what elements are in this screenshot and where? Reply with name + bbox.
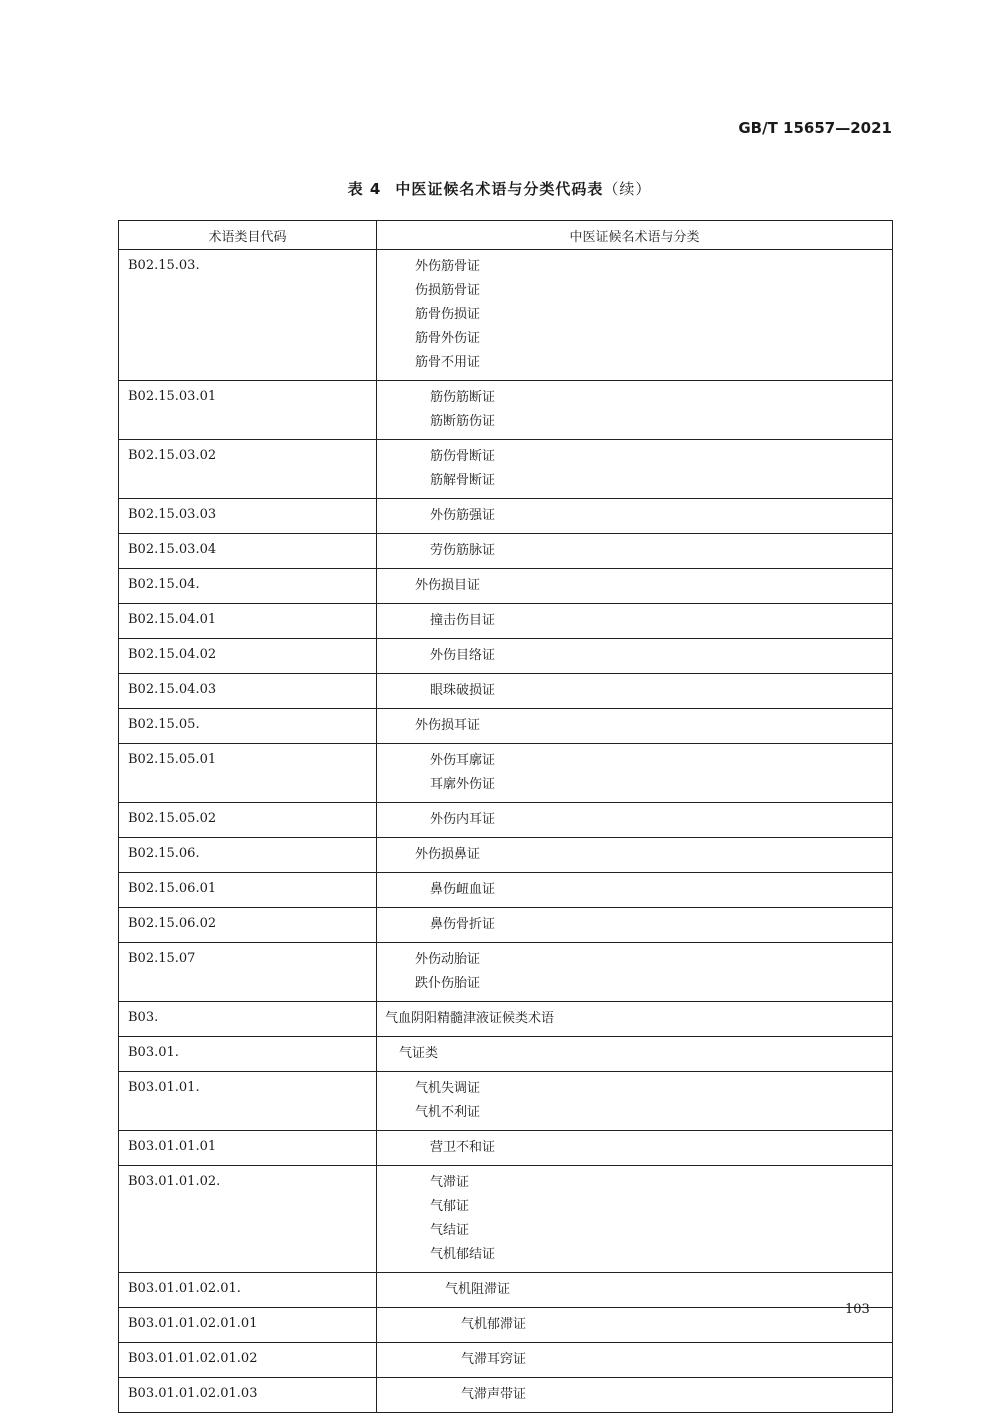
syndrome-term: 外伤筋骨证 <box>415 259 481 274</box>
table-title: 中医证候名术语与分类代码表 <box>395 180 604 198</box>
syndrome-term: 外伤目络证 <box>430 648 496 663</box>
category-code: B02.15.06.02 <box>119 908 377 943</box>
category-code: B03.01.01.02.01.01 <box>119 1308 377 1343</box>
syndrome-term: 气滞声带证 <box>461 1387 527 1402</box>
table-row <box>119 1378 893 1413</box>
syndrome-term: 跌仆伤胎证 <box>415 976 481 991</box>
table-row <box>119 674 893 709</box>
category-code: B02.15.03. <box>119 250 377 381</box>
table-header-row <box>119 221 893 250</box>
category-code: B02.15.04. <box>119 569 377 604</box>
term-cell <box>377 838 893 873</box>
category-code: B03.01.01. <box>119 1072 377 1131</box>
term-cell <box>377 873 893 908</box>
syndrome-term: 气血阴阳精髓津液证候类术语 <box>385 1011 555 1026</box>
term-cell <box>377 744 893 803</box>
table-row <box>119 534 893 569</box>
code-table <box>118 220 893 1413</box>
category-code: B02.15.05.01 <box>119 744 377 803</box>
table-row <box>119 709 893 744</box>
syndrome-term: 气机郁滞证 <box>461 1317 527 1332</box>
syndrome-term: 气机不利证 <box>415 1105 481 1120</box>
page-number: 103 <box>845 1302 870 1317</box>
term-cell <box>377 381 893 440</box>
category-code: B02.15.03.01 <box>119 381 377 440</box>
table-row <box>119 1273 893 1308</box>
continued-mark: （续） <box>603 180 652 198</box>
table-row <box>119 250 893 381</box>
syndrome-term: 筋伤骨断证 <box>430 449 496 464</box>
term-cell <box>377 1308 893 1343</box>
syndrome-term: 筋解骨断证 <box>430 473 496 488</box>
category-code: B02.15.05.02 <box>119 803 377 838</box>
term-cell <box>377 908 893 943</box>
term-cell <box>377 604 893 639</box>
syndrome-term: 气机阻滞证 <box>445 1282 511 1297</box>
category-code: B03. <box>119 1002 377 1037</box>
table-row <box>119 943 893 1002</box>
term-cell <box>377 499 893 534</box>
syndrome-term: 外伤筋强证 <box>430 508 496 523</box>
term-cell <box>377 674 893 709</box>
term-cell <box>377 639 893 674</box>
syndrome-term: 鼻伤衄血证 <box>430 882 496 897</box>
table-row <box>119 1002 893 1037</box>
term-cell <box>377 534 893 569</box>
syndrome-term: 营卫不和证 <box>430 1140 496 1155</box>
table-caption <box>0 178 999 199</box>
term-cell <box>377 1273 893 1308</box>
term-cell <box>377 1166 893 1273</box>
syndrome-term: 气机郁结证 <box>430 1247 496 1262</box>
category-code: B02.15.04.03 <box>119 674 377 709</box>
table-row <box>119 569 893 604</box>
syndrome-term: 外伤动胎证 <box>415 952 481 967</box>
term-cell <box>377 1037 893 1072</box>
term-cell <box>377 250 893 381</box>
syndrome-term: 气机失调证 <box>415 1081 481 1096</box>
table-row <box>119 803 893 838</box>
category-code: B03.01.01.01 <box>119 1131 377 1166</box>
table-row <box>119 1037 893 1072</box>
category-code: B02.15.04.02 <box>119 639 377 674</box>
category-code: B02.15.06. <box>119 838 377 873</box>
category-code: B03.01. <box>119 1037 377 1072</box>
category-code: B03.01.01.02. <box>119 1166 377 1273</box>
term-cell <box>377 1131 893 1166</box>
table-row <box>119 1308 893 1343</box>
table-body <box>119 250 893 1413</box>
syndrome-term: 眼珠破损证 <box>430 683 496 698</box>
table-row <box>119 1131 893 1166</box>
table-number: 表 4 <box>347 180 382 198</box>
table-row <box>119 908 893 943</box>
term-cell <box>377 1378 893 1413</box>
term-cell <box>377 803 893 838</box>
term-cell <box>377 1072 893 1131</box>
category-code: B02.15.03.04 <box>119 534 377 569</box>
standard-number: GB/T 15657—2021 <box>738 119 892 137</box>
syndrome-term: 气证类 <box>399 1046 439 1061</box>
category-code: B03.01.01.02.01. <box>119 1273 377 1308</box>
category-code: B02.15.06.01 <box>119 873 377 908</box>
syndrome-term: 筋骨不用证 <box>415 355 481 370</box>
header-code: 术语类目代码 <box>119 221 377 250</box>
syndrome-term: 外伤损目证 <box>415 578 481 593</box>
category-code: B02.15.05. <box>119 709 377 744</box>
syndrome-term: 外伤内耳证 <box>430 812 496 827</box>
syndrome-term: 筋骨外伤证 <box>415 331 481 346</box>
syndrome-term: 气郁证 <box>430 1199 470 1214</box>
table-row <box>119 744 893 803</box>
table-row <box>119 1166 893 1273</box>
syndrome-term: 筋断筋伤证 <box>430 414 496 429</box>
table-row <box>119 838 893 873</box>
category-code: B02.15.07 <box>119 943 377 1002</box>
syndrome-term: 劳伤筋脉证 <box>430 543 496 558</box>
table-row <box>119 639 893 674</box>
category-code: B03.01.01.02.01.02 <box>119 1343 377 1378</box>
term-cell <box>377 440 893 499</box>
syndrome-term: 气滞耳窍证 <box>461 1352 527 1367</box>
table-row <box>119 1072 893 1131</box>
syndrome-term: 外伤耳廓证 <box>430 753 496 768</box>
syndrome-term: 外伤损鼻证 <box>415 847 481 862</box>
table-row <box>119 381 893 440</box>
table-row <box>119 604 893 639</box>
category-code: B02.15.03.02 <box>119 440 377 499</box>
term-cell <box>377 709 893 744</box>
category-code: B02.15.04.01 <box>119 604 377 639</box>
term-cell <box>377 1002 893 1037</box>
table-row <box>119 440 893 499</box>
term-cell <box>377 569 893 604</box>
category-code: B02.15.03.03 <box>119 499 377 534</box>
category-code: B03.01.01.02.01.03 <box>119 1378 377 1413</box>
table-row <box>119 1343 893 1378</box>
syndrome-term: 筋伤筋断证 <box>430 390 496 405</box>
term-cell <box>377 943 893 1002</box>
header-terms: 中医证候名术语与分类 <box>377 221 893 250</box>
syndrome-term: 撞击伤目证 <box>430 613 496 628</box>
syndrome-term: 气滞证 <box>430 1175 470 1190</box>
table-row <box>119 499 893 534</box>
table-row <box>119 873 893 908</box>
syndrome-term: 耳廓外伤证 <box>430 777 496 792</box>
syndrome-term: 外伤损耳证 <box>415 718 481 733</box>
syndrome-term: 鼻伤骨折证 <box>430 917 496 932</box>
syndrome-term: 气结证 <box>430 1223 470 1238</box>
syndrome-term: 筋骨伤损证 <box>415 307 481 322</box>
term-cell <box>377 1343 893 1378</box>
syndrome-term: 伤损筋骨证 <box>415 283 481 298</box>
